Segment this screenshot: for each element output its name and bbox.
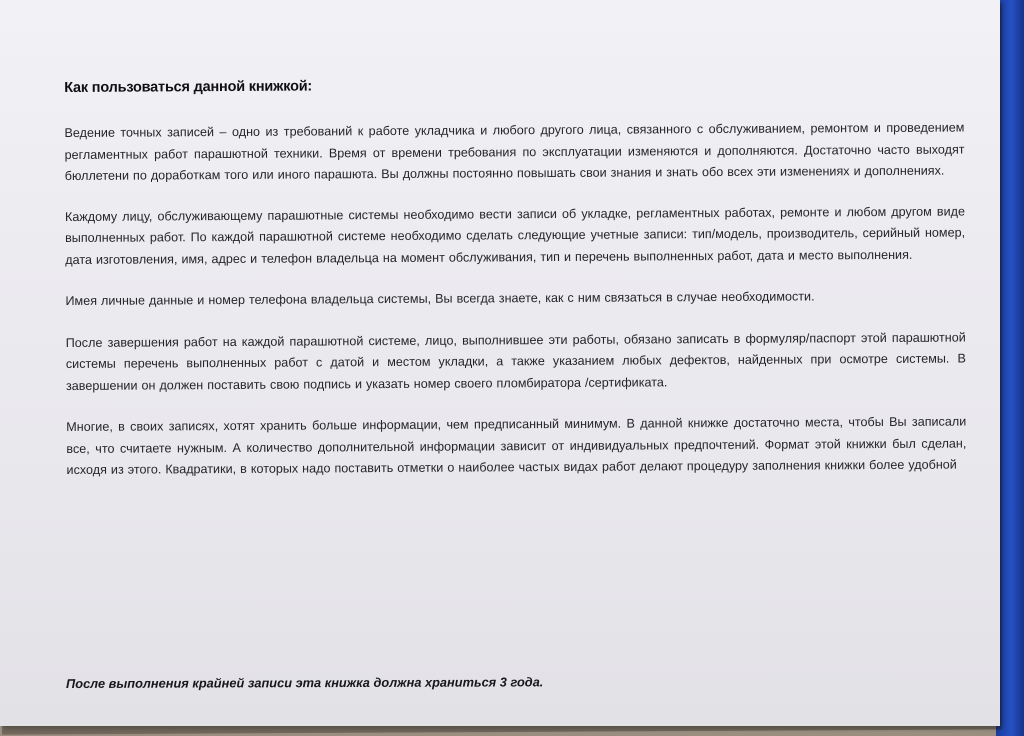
paragraph-owner-contact: Имея личные данные и номер телефона владельца системы, Вы всегда знаете, как с ним связаться в случае необходимости. bbox=[65, 289, 815, 308]
page-title: Как пользоваться данной книжкой: bbox=[64, 78, 313, 96]
paragraph-extra-info: Многие, в своих записях, хотят хранить больше информации, чем предписанный минимум. В данной книжке достаточно места, чтобы Вы записали все, что считаете нужным. А количество дополнительной информации зависит от индивидуальных предпочтений. Формат этой книжки был сделан, исходя из этого. Квадратики, в которых надо поставить отметки о наиболее частых видах работ делают процедуру заполнения книжки более удобной bbox=[66, 414, 967, 477]
paragraph-record-keeping: Ведение точных записей – одно из требований к работе укладчика и любого другого лица, связанного с обслуживанием, ремонтом и проведением регламентных работ парашютной техники. Время от времени требования по эксплуатации изменяются и дополняются. Достаточно часто выходят бюллетени по доработкам того или иного парашюта. Вы должны постоянно повышать свои знания и знать обо всех эти изменениях и дополнениях. bbox=[64, 120, 965, 183]
footer-note: После выполнения крайней записи эта книжка должна храниться 3 года. bbox=[66, 674, 544, 691]
page-content bbox=[64, 55, 967, 482]
paragraph-required-records: Каждому лицу, обслуживающему парашютные системы необходимо вести записи об укладке, регламентных работах, ремонте и любом другом виде выполненных работ. По каждой парашютной системе необходимо сделать следующие учетные записи: тип/модель, производитель, серийный номер, дата изготовления, имя, адрес и телефон владельца на момент обслуживания, тип и перечень выполненных работ, дата и место выполнения. bbox=[64, 203, 966, 267]
paragraph-after-work: После завершения работ на каждой парашютной системе, лицо, выполнившее эти работы, обязано записать в формуляр/паспорт этой парашютной системы перечень выполненных работ с датой и местом укладки, а также указанием любых дефектов, найденных при осмотре системы. В завершении он должен поставить свою подпись и указать номер своего пломбиратора /сертификата. bbox=[65, 329, 966, 393]
